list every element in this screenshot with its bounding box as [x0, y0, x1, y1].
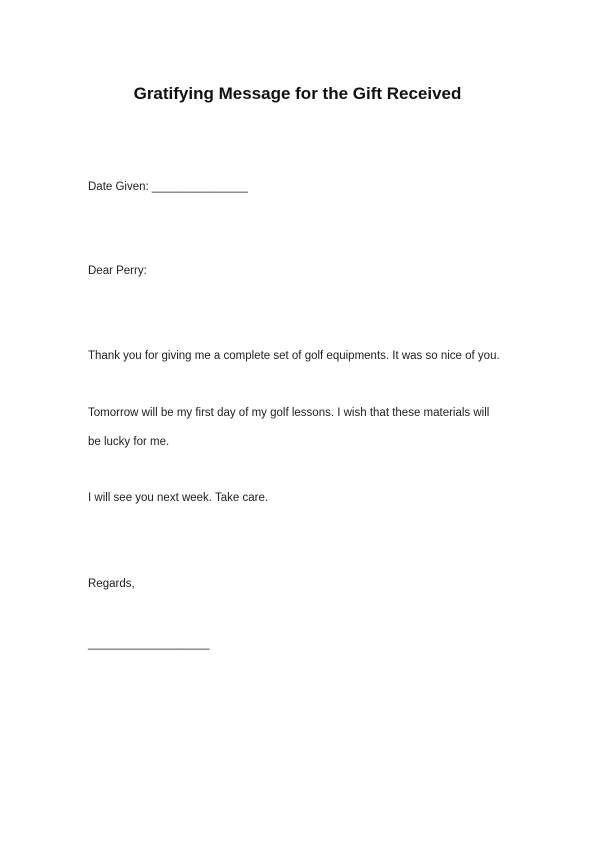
body-paragraph-thanks: Thank you for giving me a complete set of golf equipments. It was so nice of you.	[88, 350, 500, 362]
date-given-line: Date Given: _______________	[88, 181, 248, 193]
document-title: Gratifying Message for the Gift Received	[133, 84, 462, 103]
salutation: Dear Perry:	[88, 265, 147, 277]
signature-line: ___________________	[88, 638, 210, 650]
body-paragraph-lessons-line-2: be lucky for me.	[88, 436, 170, 448]
body-paragraph-farewell: I will see you next week. Take care.	[88, 492, 269, 504]
body-paragraph-lessons-line-1: Tomorrow will be my first day of my golf lessons. I wish that these materials will	[88, 407, 490, 419]
closing: Regards,	[88, 578, 135, 590]
